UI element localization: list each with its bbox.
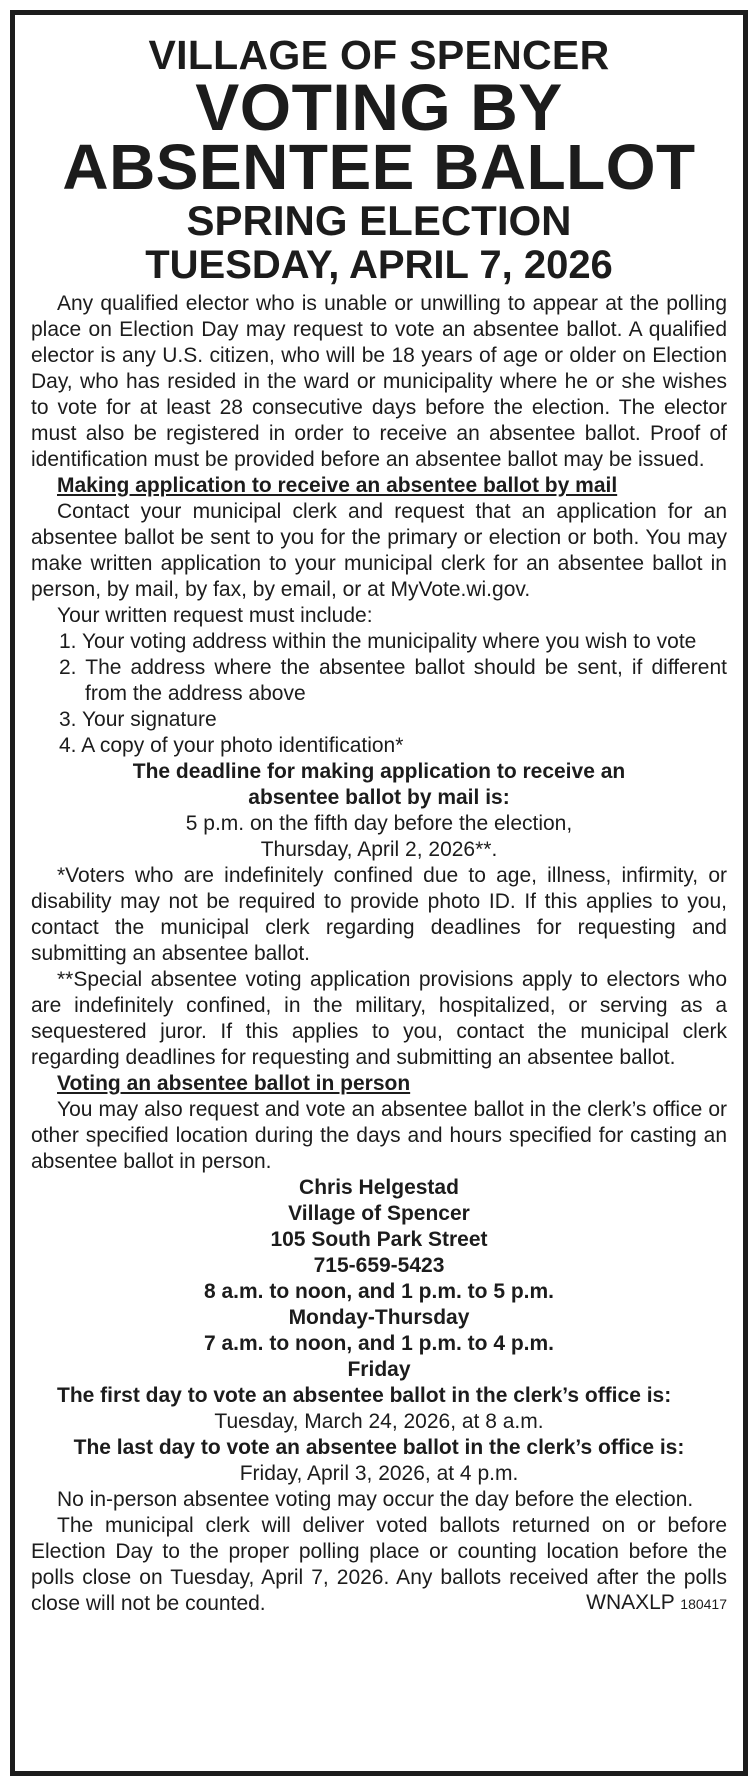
hours-friday: 7 a.m. to noon, and 1 p.m. to 4 p.m. <box>203 1332 555 1355</box>
intro-paragraph: Any qualified elector who is unable or unwilling to appear at the polling place on Election Day may request to vote an absentee ballot. A qualified elector is any U.S. citizen, who will be 18 years of age or older on Election Day, who has resided in the ward or municipality where he or she wishes to vote for at least 28 consecutive days before the election. The elector must also be registered in order to receive an absentee ballot. Proof of identification must be provided before an absentee ballot may be issued. <box>31 292 727 471</box>
publication-code <box>586 1590 727 1617</box>
notice-body <box>31 33 727 1617</box>
photo-id-note: *Voters who are indefinitely confined due to age, illness, infirmity, or disability may not be required to provide photo ID. If this applies to you, contact the municipal clerk regarding deadlines for requesting and submitting an absentee ballot. <box>31 864 727 965</box>
ad-number: 180417 <box>680 1596 727 1612</box>
days-friday: Friday <box>347 1358 411 1381</box>
request-intro: Your written request must include: <box>57 604 373 627</box>
last-day-heading: The last day to vote an absentee ballot in the clerk’s office is: <box>73 1436 685 1459</box>
hours-weekday: 8 a.m. to noon, and 1 p.m. to 5 p.m. <box>203 1280 555 1303</box>
request-item-4: 4. A copy of your photo identification* <box>59 734 404 757</box>
title-line-1: VOTING BY <box>195 70 563 144</box>
request-item-3: 3. Your signature <box>59 708 217 731</box>
mail-deadline-heading: The deadline for making application to receive an absentee ballot by mail is: <box>132 760 626 809</box>
last-day-date: Friday, April 3, 2026, at 4 p.m. <box>239 1462 519 1485</box>
special-provisions-note: **Special absentee voting application provisions apply to electors who are indefinitely confined, in the military, hospitalized, or serving as a sequestered juror. If this applies to you, contact the municipal clerk regarding deadlines for requesting and submitting an absentee ballot. <box>31 968 727 1069</box>
request-item-1: 1. Your voting address within the municipality where you wish to vote <box>59 630 697 653</box>
mail-section-heading: Making application to receive an absentee ballot by mail <box>57 474 618 497</box>
publication-id: WNAXLP <box>586 1591 675 1614</box>
mail-paragraph: Contact your municipal clerk and request that an application for an absentee ballot be sent to you for the primary or election or both. You may make written application to your municipal clerk for an absentee ballot in person, by mail, by fax, by email, or at MyVote.wi.gov. <box>31 500 727 601</box>
clerk-address: 105 South Park Street <box>270 1228 488 1251</box>
mail-deadline-line-1: 5 p.m. on the fifth day before the election, <box>185 812 573 835</box>
clerk-name: Chris Helgestad <box>299 1176 459 1199</box>
title-line-2: ABSENTEE BALLOT <box>62 131 696 203</box>
election-date: TUESDAY, APRIL 7, 2026 <box>145 243 613 287</box>
closing-paragraph: The municipal clerk will deliver voted ballots returned on or before Election Day to the proper polling place or counting location before the polls close on Tuesday, April 7, 2026. Any ballots received after the polls close will not be counted. <box>31 1514 727 1615</box>
notice-border <box>10 10 748 1776</box>
clerk-phone: 715-659-5423 <box>313 1254 445 1277</box>
mail-deadline-line-2: Thursday, April 2, 2026**. <box>260 838 498 861</box>
in-person-paragraph: You may also request and vote an absentee ballot in the clerk’s office or other specified location during the days and hours specified for casting an absentee ballot in person. <box>31 1098 727 1173</box>
election-name: SPRING ELECTION <box>186 197 572 244</box>
in-person-heading: Voting an absentee ballot in person <box>57 1072 411 1095</box>
first-day-date: Tuesday, March 24, 2026, at 8 a.m. <box>214 1410 544 1433</box>
no-in-person-note: No in-person absentee voting may occur the day before the election. <box>57 1488 694 1511</box>
first-day-heading: The first day to vote an absentee ballot in the clerk’s office is: <box>57 1384 672 1407</box>
request-item-2: 2. The address where the absentee ballot should be sent, if different from the address above <box>59 656 727 705</box>
clerk-office: Village of Spencer <box>288 1202 470 1225</box>
village-name: VILLAGE OF SPENCER <box>148 32 610 78</box>
days-weekday: Monday-Thursday <box>288 1306 470 1329</box>
